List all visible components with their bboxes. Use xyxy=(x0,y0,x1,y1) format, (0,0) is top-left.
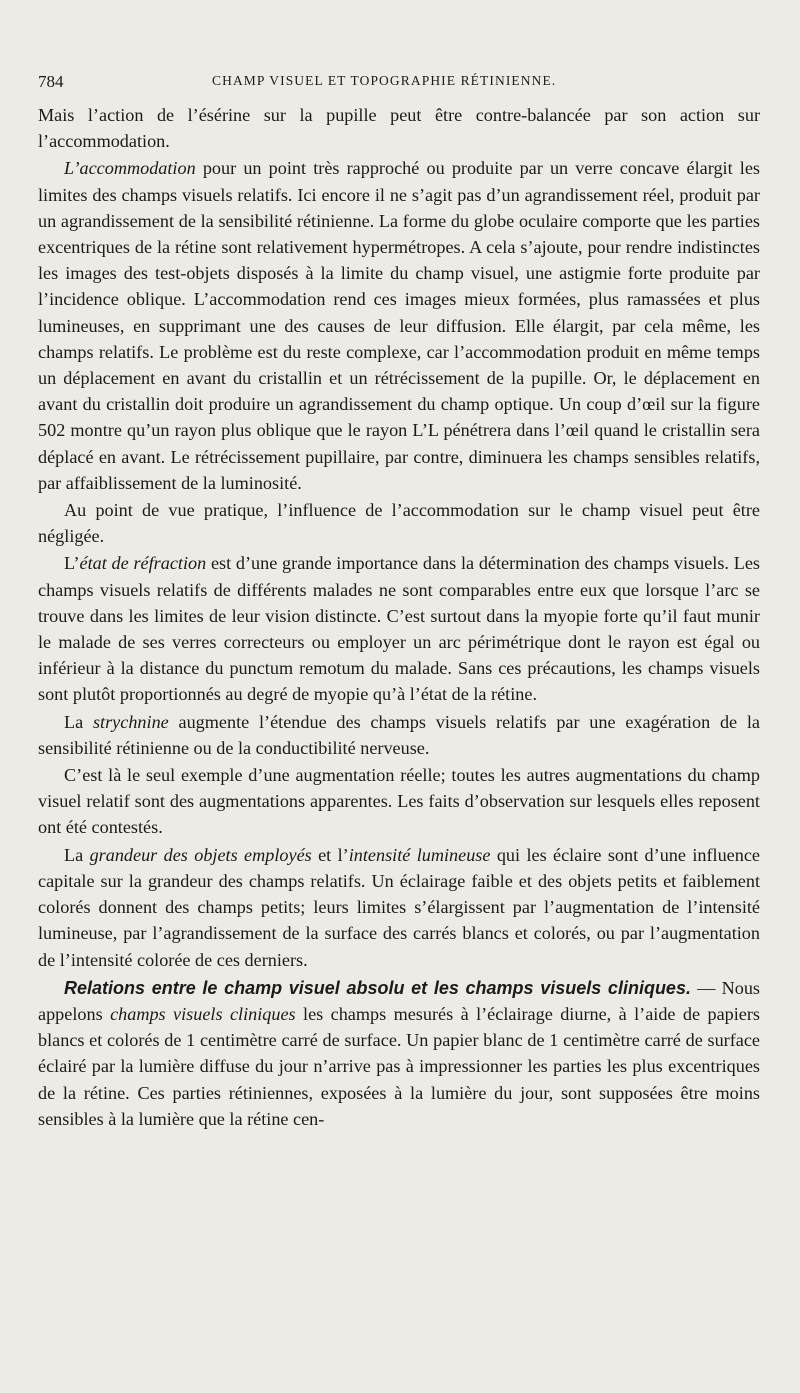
paragraph xyxy=(38,709,760,761)
emphasis: L’ xyxy=(64,158,80,179)
paragraph xyxy=(38,102,760,154)
running-head xyxy=(38,72,760,90)
emphasis: grandeur des objets employés xyxy=(89,844,312,865)
paragraph xyxy=(38,762,760,841)
body-text xyxy=(38,102,760,1132)
emphasis: champs visuels cliniques xyxy=(110,1003,296,1024)
text-run: Mais l’action de l’ésérine sur la pupille peut être contre-balancée par son action sur l’accommodation. xyxy=(38,105,760,152)
page-number: 784 xyxy=(38,72,64,91)
section-paragraph xyxy=(38,975,760,1132)
running-title: CHAMP VISUEL ET TOPOGRAPHIE RÉTINIENNE. xyxy=(212,73,557,88)
text-run: L’ xyxy=(64,553,80,574)
paragraph xyxy=(38,497,760,549)
text-run: Au point de vue pratique, l’influence de l’accommodation sur le champ visuel peut être négligée. xyxy=(38,500,760,547)
text-run: pour un point très rapproché ou produite par un verre concave élargit les limites des champs visuels relatifs. Ici encore il ne s’agit pas d’un agrandissement réel, produit par un agrandissement de la sensibilité rétinienne. La forme du globe oculaire comporte que les parties excentriques de la rétine sont relativement hypermétropes. A cela s’ajoute, pour rendre indistinctes les images des test-objets disposés à la limite du champ visuel, une astigmie forte produite par l’incidence oblique. L’accommodation rend ces images mieux formées, plus ramassées et plus lumineuses, en supprimant une des causes de leur diffusion. Elle élargit, par cela même, les champs relatifs. Le problème est du reste complexe, car l’accommodation produit en même temps un déplacement en avant du cristallin et un rétrécissement de la pupille. Or, le déplacement en avant du cristallin doit produire un agrandissement du champ optique. Un coup d’œil sur la figure 502 montre qu’un rayon plus oblique que le rayon L’L pénétrera dans l’œil quand le cristallin sera déplacé en avant. Le rétrécissement pupillaire, par contre, diminuera les champs sensibles relatifs, par affaiblissement de la luminosité. xyxy=(38,158,760,493)
text-run: La xyxy=(64,844,90,865)
text-run: La xyxy=(64,711,93,732)
emphasis: strychnine xyxy=(92,711,169,732)
paragraph xyxy=(38,155,760,496)
emphasis: intensité lumineuse xyxy=(348,844,491,865)
section-heading: Relations entre le champ visuel absolu et les champs visuels cliniques. xyxy=(64,977,691,998)
text-run: — Nous appelons xyxy=(38,977,760,1024)
text-run: est d’une grande importance dans la détermination des champs visuels. Les champs visuels relatifs de différents malades ne sont comparables entre eux que lorsque l’arc se trouve dans les limites de leur vision distincte. C’est surtout dans la myopie forte qu’il faut munir le malade de ses verres correcteurs ou employer un arc périmétrique dont le rayon est égal ou inférieur à la distance du punctum remotum du malade. Sans ces précautions, les champs visuels sont plutôt proportionnés au degré de myopie qu’à l’état de la rétine. xyxy=(38,553,760,705)
text-run: les champs mesurés à l’éclairage diurne, à l’aide de papiers blancs et colorés de 1 centimètre carré de surface. Un papier blanc de 1 centimètre carré de surface éclairé par la lumière diffuse du jour n’arrive pas à impressionner les parties les plus excentriques de la rétine. Ces parties rétiniennes, exposées à la lumière du jour, sont supposées être moins sensibles à la lumière que la rétine cen- xyxy=(38,1003,760,1129)
text-run: C’est là le seul exemple d’une augmentation réelle; toutes les autres augmentations du champ visuel relatif sont des augmentations apparentes. Les faits d’observation sur lesquels elles reposent ont été contestés. xyxy=(38,765,760,838)
book-page xyxy=(0,72,800,1393)
text-run: augmente l’étendue des champs visuels relatifs par une exagération de la sensibilité rétinienne ou de la conductibilité nerveuse. xyxy=(38,711,761,758)
emphasis: état de réfraction xyxy=(79,553,207,574)
paragraph xyxy=(38,550,760,707)
text-run: et l’ xyxy=(311,844,349,865)
text-run: qui les éclaire sont d’une influence capitale sur la grandeur des champs relatifs. Un éclairage faible et des objets petits et faiblement colorés donnent des champs petits; leurs limites s’élargissent par l’augmentation de l’intensité lumineuse, par l’agrandissement de la surface des carrés blancs et colorés, ou par l’augmentation de l’intensité colorée de ces derniers. xyxy=(38,844,760,970)
paragraph xyxy=(38,842,760,973)
emphasis: accommodation xyxy=(79,158,196,179)
